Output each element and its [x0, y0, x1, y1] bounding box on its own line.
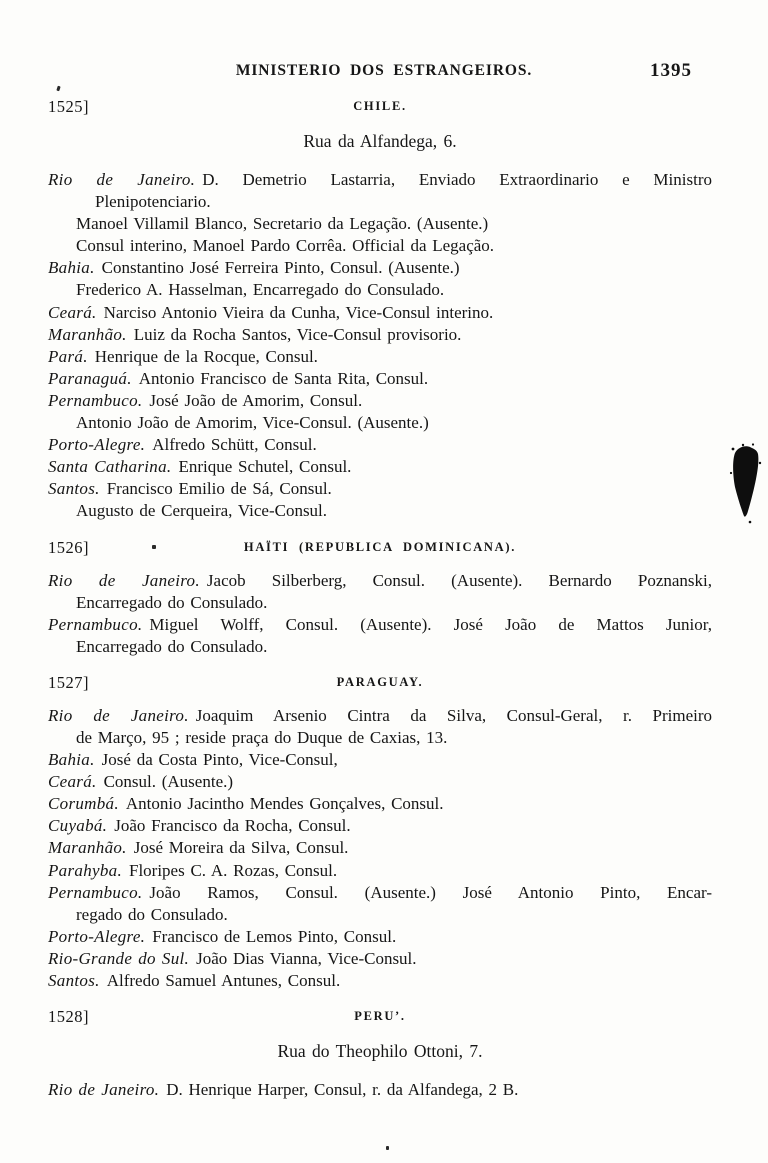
entry-line: Pernambuco. José João de Amorim, Consul.	[48, 390, 363, 410]
entry-line: Plenipotenciario.	[95, 192, 211, 212]
section-title: PARAGUAY.	[336, 674, 424, 689]
entry-line: Paranaguá. Antonio Francisco de Santa Rita, Consul.	[48, 368, 429, 388]
entry-line: Porto-Alegre. Francisco de Lemos Pinto, Consul.	[48, 926, 397, 946]
entry-line: Pará. Henrique de la Rocque, Consul.	[48, 346, 318, 366]
entry-line: Maranhão. José Moreira da Silva, Consul.	[48, 838, 349, 858]
section-heading	[48, 673, 712, 693]
place-name: Rio de Janeiro.	[48, 570, 200, 590]
entry-line: Porto-Alegre. Alfredo Schütt, Consul.	[48, 435, 317, 455]
place-name: Maranhão.	[48, 324, 127, 344]
entry-line: Consul interino, Manoel Pardo Corrêa. Official da Legação.	[76, 236, 495, 256]
entry-line: de Março, 95 ; reside praça do Duque de Caxias, 13.	[76, 727, 448, 747]
section-1527	[48, 673, 712, 992]
place-name: Corumbá.	[48, 794, 119, 814]
entry-line: Rio-Grande do Sul. João Dias Vianna, Vice-Consul.	[48, 948, 417, 968]
entry-line: Manoel Villamil Blanco, Secretario da Legação. (Ausente.)	[76, 214, 489, 234]
section-1526	[48, 538, 712, 658]
entry-line: Ceará. Consul. (Ausente.)	[48, 772, 234, 792]
entry-line: Pernambuco. Miguel Wolff, Consul. (Ausente). José João de Mattos Junior,	[48, 614, 712, 634]
place-name: Parahyba.	[48, 860, 122, 880]
place-name: Santa Catharina.	[48, 457, 172, 477]
section-title: PERU’.	[354, 1009, 406, 1024]
entry-line: Corumbá. Antonio Jacintho Mendes Gonçalves, Consul.	[48, 794, 444, 814]
entry-line: Bahia. José da Costa Pinto, Vice-Consul,	[48, 750, 338, 770]
place-name: Pernambuco.	[48, 390, 143, 410]
section-title: HAÏTI (REPUBLICA DOMINICANA).	[243, 539, 517, 554]
entry-line: Augusto de Cerqueira, Vice-Consul.	[76, 501, 328, 521]
place-name: Bahia.	[48, 258, 95, 278]
entry-line: Santos. Francisco Emilio de Sá, Consul.	[48, 479, 332, 499]
section-1528	[48, 1007, 712, 1101]
ink-speck	[152, 545, 156, 549]
place-name: Rio de Janeiro.	[48, 170, 196, 189]
entry-line: Cuyabá. João Francisco da Rocha, Consul.	[48, 816, 351, 836]
place-name: Pará.	[48, 346, 88, 366]
section-heading	[48, 1007, 712, 1027]
place-name: Santos.	[48, 479, 100, 499]
entry-line: Encarregado do Consulado.	[76, 592, 268, 612]
entry-line: Frederico A. Hasselman, Encarregado do Consulado.	[76, 280, 445, 300]
ink-speck	[56, 86, 60, 92]
place-name: Rio-Grande do Sul.	[48, 948, 190, 968]
place-name: Ceará.	[48, 302, 97, 322]
section-number: 1526]	[48, 537, 89, 557]
entry-line: regado do Consulado.	[76, 904, 228, 924]
section-1525	[48, 97, 712, 523]
ink-blot	[723, 443, 768, 528]
entry-line: Rio de Janeiro. D. Henrique Harper, Consul, r. da Alfandega, 2 B.	[48, 1080, 519, 1100]
section-title: CHILE.	[353, 99, 407, 113]
section-number: 1525]	[48, 97, 89, 116]
entry-line: Rio de Janeiro. Jacob Silberberg, Consul. (Ausente). Bernardo Poznanski,	[48, 570, 713, 590]
place-name: Rio de Janeiro.	[48, 1080, 160, 1100]
entry-line: Parahyba. Floripes C. A. Rozas, Consul.	[48, 860, 338, 880]
place-name: Maranhão.	[48, 838, 127, 858]
entry-line: Maranhão. Luiz da Rocha Santos, Vice-Consul provisorio.	[48, 324, 462, 344]
entry-line: Ceará. Narciso Antonio Vieira da Cunha, Vice-Consul interino.	[48, 302, 494, 322]
entry-line: Bahia. Constantino José Ferreira Pinto, Consul. (Ausente.)	[48, 258, 460, 278]
section-address: Rua do Theophilo Ottoni, 7.	[277, 1041, 483, 1062]
entry-line: Pernambuco. João Ramos, Consul. (Ausente.) José Antonio Pinto, Encar-	[48, 882, 712, 902]
entry-line: Antonio João de Amorim, Vice-Consul. (Ausente.)	[76, 413, 429, 433]
section-address: Rua da Alfandega, 6.	[303, 131, 457, 151]
place-name: Paranaguá.	[48, 368, 132, 388]
sections-container	[48, 97, 712, 1101]
page-header-title: MINISTERIO DOS ESTRANGEIROS.	[235, 62, 533, 79]
page-number: 1395	[650, 60, 692, 81]
place-name: Rio de Janeiro.	[48, 705, 189, 725]
ink-speck	[386, 1146, 389, 1150]
place-name: Santos.	[48, 971, 100, 990]
page-header	[0, 0, 768, 82]
place-name: Pernambuco.	[48, 614, 143, 634]
entry-line: Rio de Janeiro. Joaquim Arsenio Cintra da Silva, Consul-Geral, r. Primeiro	[48, 705, 713, 725]
entry-line: Rio de Janeiro. D. Demetrio Lastarria, Enviado Extraordinario e Ministro	[48, 170, 712, 189]
entry-line: Encarregado do Consulado.	[76, 636, 268, 656]
place-name: Porto-Alegre.	[48, 926, 146, 946]
section-number: 1528]	[48, 1007, 89, 1027]
place-name: Pernambuco.	[48, 882, 143, 902]
section-number: 1527]	[48, 672, 89, 692]
section-heading	[48, 97, 712, 117]
entry-line: Santa Catharina. Enrique Schutel, Consul.	[48, 457, 352, 477]
entry-line: Santos. Alfredo Samuel Antunes, Consul.	[48, 971, 341, 990]
place-name: Cuyabá.	[48, 816, 108, 836]
section-heading	[48, 538, 712, 558]
place-name: Porto-Alegre.	[48, 435, 146, 455]
place-name: Ceará.	[48, 772, 97, 792]
place-name: Bahia.	[48, 750, 95, 770]
page-body	[0, 97, 768, 1101]
